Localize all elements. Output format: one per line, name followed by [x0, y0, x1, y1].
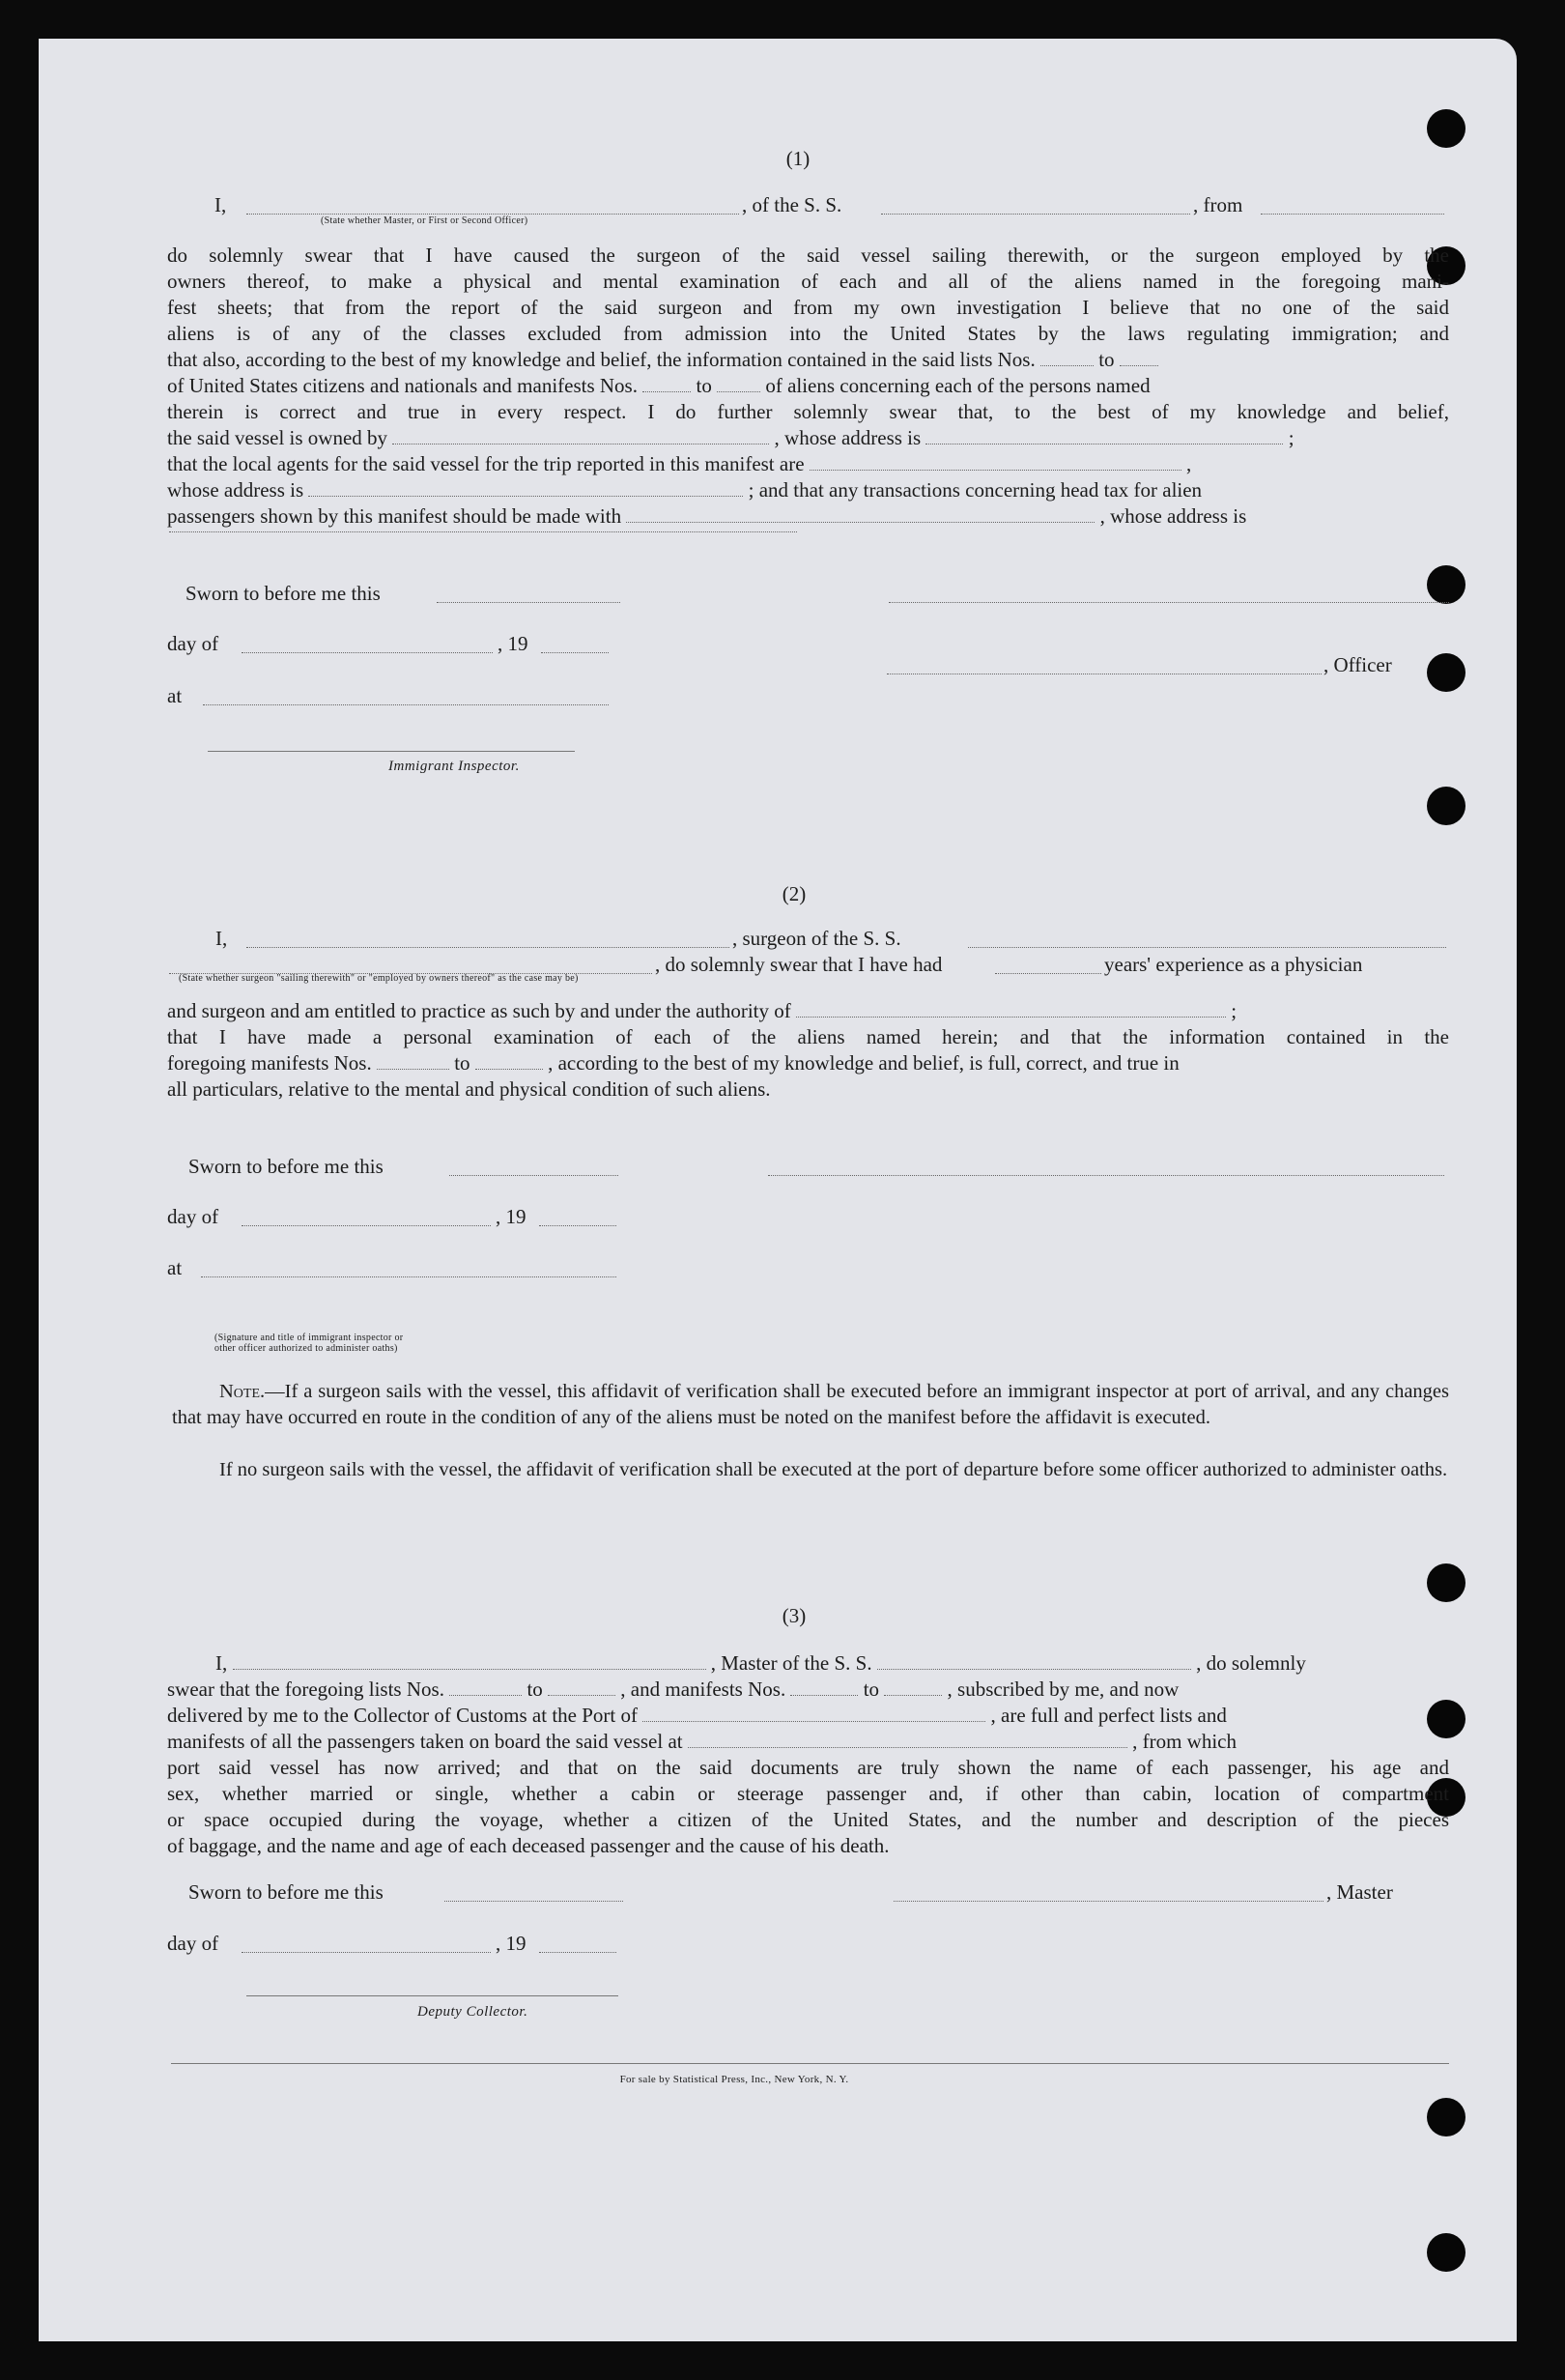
oath-text: that the local agents for the said vessel for the trip reported in this manifest are	[167, 452, 805, 475]
affiant-label: I,	[215, 927, 228, 950]
signature-note: other officer authorized to administer oaths)	[214, 1343, 398, 1354]
officer-signature-field[interactable]	[887, 656, 1322, 674]
collector-signature-line	[246, 1995, 618, 1996]
oath-line	[167, 477, 1449, 503]
sworn-day-field[interactable]	[437, 585, 620, 603]
oath-text: of United States citizens and nationals and manifests Nos.	[167, 374, 638, 397]
master-signature-field[interactable]	[894, 1883, 1323, 1902]
inspector-caption: Immigrant Inspector.	[388, 759, 520, 774]
oath-line: sex, whether married or single, whether a cabin or steerage passenger and, if other than cabin, location of compartment	[167, 1782, 1449, 1805]
year-label: , 19	[496, 1932, 526, 1955]
oath-text: and surgeon and am entitled to practice as such by and under the authority of	[167, 999, 791, 1022]
oath-line	[167, 998, 1449, 1024]
inspector-signature-line	[208, 751, 575, 752]
oath-line	[167, 451, 1449, 477]
of-ss-label: , of the S. S.	[742, 193, 842, 216]
oath-line: all particulars, relative to the mental and physical condition of such aliens.	[167, 1077, 771, 1101]
signature-note: (Signature and title of immigrant inspector or	[214, 1333, 404, 1343]
embark-port-field[interactable]	[688, 1730, 1127, 1748]
section-number: (2)	[782, 882, 807, 905]
surgeon-name-field[interactable]	[246, 930, 729, 948]
oath-line: do solemnly swear that I have caused the surgeon of the said vessel sailing therewith, or the surgeon employed by the	[167, 244, 1449, 267]
oath-line: aliens is of any of the classes excluded from admission into the United States by the laws regulating immigration; and	[167, 322, 1449, 345]
note-paragraph: If no surgeon sails with the vessel, the affidavit of verification shall be executed at the port of departure before some officer authorized to administer oaths.	[219, 1459, 1448, 1480]
oath-text: whose address is	[167, 478, 304, 502]
list-from-field-3[interactable]	[449, 1677, 522, 1696]
master-name-field[interactable]	[233, 1651, 706, 1670]
month-field-3[interactable]	[242, 1935, 491, 1953]
day-of-label: day of	[167, 1205, 219, 1228]
at-label: at	[167, 684, 183, 707]
oath-text: that also, according to the best of my knowledge and belief, the information contained in the said lists Nos.	[167, 348, 1036, 371]
day-of-label: day of	[167, 632, 219, 655]
collector-caption: Deputy Collector.	[417, 2004, 528, 2020]
year-label: , 19	[496, 1205, 526, 1228]
owner-address-field[interactable]	[925, 426, 1283, 444]
oath-text: ;	[1231, 999, 1238, 1022]
head-tax-contact-field[interactable]	[626, 504, 1095, 523]
section-number: (1)	[785, 147, 811, 170]
oath-text: the said vessel is owned by	[167, 426, 388, 449]
at-field-2[interactable]	[201, 1259, 616, 1277]
years-experience-field[interactable]	[995, 956, 1101, 974]
oath-text: years' experience as a physician	[1104, 953, 1363, 976]
section-number: (3)	[782, 1604, 807, 1627]
form-page	[39, 39, 1517, 2341]
affiant-label: I,	[214, 193, 227, 216]
binder-hole	[1427, 109, 1465, 148]
year-field-2[interactable]	[539, 1208, 616, 1226]
owner-field[interactable]	[392, 426, 769, 444]
year-label: , 19	[498, 632, 528, 655]
manifest-to-field-3[interactable]	[884, 1677, 942, 1696]
from-label: , from	[1193, 193, 1243, 216]
binder-hole	[1427, 1563, 1465, 1602]
vessel-name-field-2[interactable]	[968, 930, 1446, 948]
oath-line: that I have made a personal examination of each of the aliens named herein; and that the information contained in the	[167, 1025, 1449, 1048]
binder-hole	[1427, 2233, 1465, 2272]
at-label: at	[167, 1256, 183, 1279]
list-to-field-3[interactable]	[548, 1677, 615, 1696]
sworn-label: Sworn to before me this	[188, 1880, 384, 1904]
oath-text: passengers shown by this manifest should be made with	[167, 504, 622, 528]
agents-address-field[interactable]	[308, 478, 743, 497]
to-label: to	[863, 1677, 880, 1701]
sworn-label: Sworn to before me this	[188, 1155, 384, 1178]
port-field[interactable]	[642, 1704, 985, 1722]
state-note: (State whether surgeon "sailing therewith" or "employed by owners thereof" as the case may be)	[179, 973, 579, 984]
surgeon-status-field[interactable]	[169, 956, 652, 974]
oath-text: manifests of all the passengers taken on board the said vessel at	[167, 1730, 683, 1753]
year-field-3[interactable]	[539, 1935, 616, 1953]
master-label: , Master	[1326, 1880, 1393, 1904]
oath-text: swear that the foregoing lists Nos.	[167, 1677, 444, 1701]
oath-line	[167, 425, 1449, 451]
oath-text: foregoing manifests Nos.	[167, 1051, 372, 1075]
day-of-label: day of	[167, 1932, 219, 1955]
manifest-from-field[interactable]	[642, 374, 691, 392]
binder-hole	[1427, 787, 1465, 825]
oath-text: ,	[1186, 452, 1192, 475]
manifest-to-field[interactable]	[717, 374, 760, 392]
oath-text: , are full and perfect lists and	[990, 1704, 1227, 1727]
oath-line: owners thereof, to make a physical and mental examination of each and all of the aliens named in the foregoing mani-	[167, 270, 1449, 293]
manifest-from-field-2[interactable]	[377, 1051, 449, 1070]
oath-text: , whose address is	[1099, 504, 1247, 528]
note-text: —If a surgeon sails with the vessel, this affidavit of verification shall be executed before an immigrant inspector at port of arrival, and any changes that may have occurred en route in the condition of any of the aliens must be noted on the manifest before the affidavit is executed.	[172, 1381, 1449, 1428]
oath-text: , do solemnly swear that I have had	[655, 953, 943, 976]
oath-text: , according to the best of my knowledge and belief, is full, correct, and true in	[548, 1051, 1180, 1075]
oath-text: , do solemnly	[1196, 1651, 1306, 1675]
head-tax-address-field[interactable]	[169, 522, 797, 532]
oath-line: or space occupied during the voyage, whether a citizen of the United States, and the number and description of the pieces	[167, 1808, 1449, 1831]
agents-field[interactable]	[810, 452, 1181, 471]
oath-text: ; and that any transactions concerning head tax for alien	[748, 478, 1203, 502]
affiant-label: I,	[215, 1651, 228, 1675]
publisher-footer: For sale by Statistical Press, Inc., New York, N. Y.	[619, 2074, 849, 2085]
sworn-day-field-2[interactable]	[449, 1158, 618, 1176]
officer-signature-line-top[interactable]	[889, 585, 1449, 603]
oath-line	[167, 1050, 1449, 1076]
note-paragraph	[172, 1379, 1449, 1431]
oath-line	[215, 1650, 1449, 1677]
oath-text: , Master of the S. S.	[710, 1651, 872, 1675]
oath-line: port said vessel has now arrived; and that on the said documents are truly shown the name of each passenger, his age and	[167, 1756, 1449, 1779]
oath-line	[167, 1729, 1449, 1755]
oath-text: , and manifests Nos.	[620, 1677, 786, 1701]
month-field-2[interactable]	[242, 1208, 491, 1226]
note-label: Note.	[219, 1381, 266, 1402]
oath-text: of aliens concerning each of the persons named	[765, 374, 1151, 397]
oath-line: fest sheets; that from the report of the said surgeon and from my own investigation I believe that no one of the said	[167, 296, 1449, 319]
oath-line	[167, 347, 1449, 373]
oath-text: delivered by me to the Collector of Customs at the Port of	[167, 1704, 638, 1727]
to-label: to	[526, 1677, 543, 1701]
oath-line: therein is correct and true in every respect. I do further solemnly swear that, to the best of my knowledge and belief,	[167, 400, 1449, 423]
authority-field[interactable]	[796, 999, 1226, 1018]
manifest-to-field-2[interactable]	[475, 1051, 543, 1070]
binder-hole	[1427, 2098, 1465, 2136]
oath-text: , subscribed by me, and now	[947, 1677, 1180, 1701]
officer-label: , Officer	[1323, 653, 1392, 676]
officer-name-field[interactable]	[246, 196, 739, 215]
to-label: to	[454, 1051, 470, 1075]
to-label: to	[696, 374, 712, 397]
list-to-field[interactable]	[1120, 348, 1158, 366]
oath-text: , from which	[1132, 1730, 1237, 1753]
oath-line	[167, 1703, 1449, 1729]
footer-rule	[171, 2063, 1449, 2064]
list-from-field[interactable]	[1040, 348, 1094, 366]
surgeon-signature-field[interactable]	[768, 1158, 1444, 1176]
at-field[interactable]	[203, 687, 609, 705]
surgeon-of-label: , surgeon of the S. S.	[732, 927, 901, 950]
oath-line	[167, 373, 1449, 399]
sworn-label: Sworn to before me this	[185, 582, 381, 605]
oath-text: ;	[1288, 426, 1295, 449]
vessel-name-field-3[interactable]	[877, 1651, 1191, 1670]
manifest-from-field-3[interactable]	[790, 1677, 858, 1696]
to-label: to	[1098, 348, 1115, 371]
oath-text: , whose address is	[774, 426, 922, 449]
from-port-field[interactable]	[1261, 196, 1444, 215]
year-field[interactable]	[541, 635, 609, 653]
sworn-day-field-3[interactable]	[444, 1883, 623, 1902]
binder-hole	[1427, 653, 1465, 692]
month-field[interactable]	[242, 635, 493, 653]
vessel-name-field[interactable]	[881, 196, 1190, 215]
state-note: (State whether Master, or First or Second Officer)	[321, 215, 528, 226]
oath-line: of baggage, and the name and age of each deceased passenger and the cause of his death.	[167, 1834, 890, 1857]
oath-line	[167, 1677, 1449, 1703]
